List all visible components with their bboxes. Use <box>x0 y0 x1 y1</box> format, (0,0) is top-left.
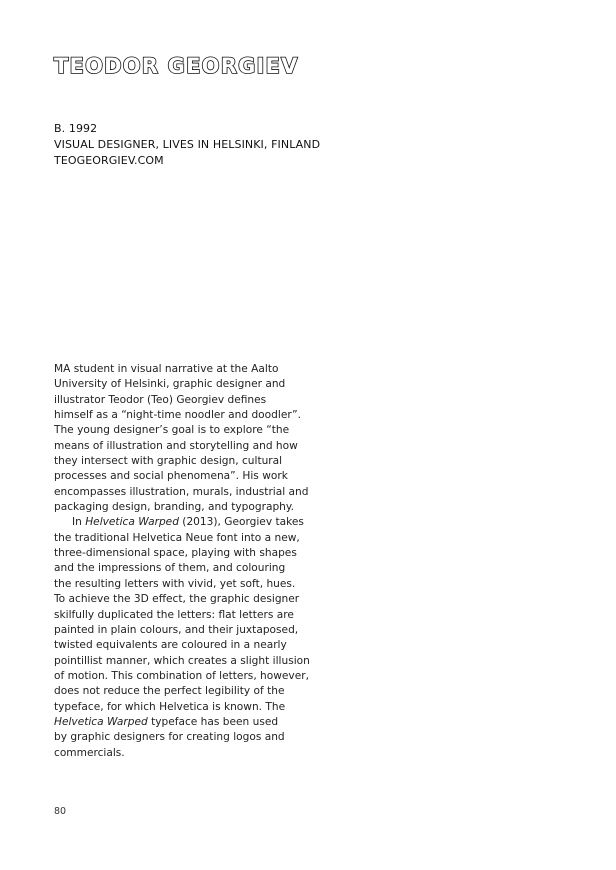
body-line: illustrator Teodor (Teo) Georgiev defines <box>54 393 267 406</box>
biography-text <box>54 362 316 761</box>
artist-meta <box>54 121 320 169</box>
artwork-title: Helvetica Warped <box>85 516 179 529</box>
occupation-location: VISUAL DESIGNER, LIVES IN HELSINKI, FINLAND <box>54 138 321 151</box>
text-segment: (2013), Georgiev takes <box>178 516 304 529</box>
body-line: means of illustration and storytelling and how <box>54 439 298 452</box>
body-line: MA student in visual narrative at the Aalto <box>54 363 279 375</box>
website-link[interactable]: TEOGEORGIEV.COM <box>54 154 164 167</box>
body-line: the resulting letters with vivid, yet soft, hues. <box>54 577 296 590</box>
paragraph-two-first-line <box>54 515 316 530</box>
body-line: himself as a “night-time noodler and doodler”. <box>54 409 301 422</box>
body-line: of motion. This combination of letters, however, <box>54 669 309 682</box>
italic-title-line <box>54 715 316 730</box>
body-line: packaging design, branding, and typography. <box>54 501 295 514</box>
artist-name-heading: TEODOR GEORGIEV <box>54 54 299 78</box>
body-line: does not reduce the perfect legibility of the <box>54 685 285 698</box>
body-line: three-dimensional space, playing with shapes <box>54 547 297 560</box>
page-number: 80 <box>54 806 67 817</box>
body-line: pointillist manner, which creates a slight illusion <box>54 654 310 667</box>
body-line: University of Helsinki, graphic designer and <box>54 378 286 391</box>
body-line: processes and social phenomena”. His work <box>54 470 288 483</box>
body-line: encompasses illustration, murals, industrial and <box>54 485 309 498</box>
body-line: commercials. <box>54 746 125 759</box>
body-line: skilfully duplicated the letters: flat letters are <box>54 608 294 621</box>
body-line: painted in plain colours, and their juxtaposed, <box>54 623 299 636</box>
body-line: twisted equivalents are coloured in a nearly <box>54 639 287 652</box>
text-segment: typeface has been used <box>147 715 279 728</box>
birth-year: B. 1992 <box>54 122 98 135</box>
body-line: by graphic designers for creating logos and <box>54 731 285 744</box>
body-line: To achieve the 3D effect, the graphic designer <box>54 593 300 606</box>
artwork-title: Helvetica Warped <box>54 715 148 728</box>
body-line: The young designer’s goal is to explore “the <box>54 424 290 437</box>
body-line: they intersect with graphic design, cultural <box>54 455 283 468</box>
text-segment: In <box>72 516 86 529</box>
body-line: typeface, for which Helvetica is known. The <box>54 700 286 713</box>
body-line: and the impressions of them, and colouring <box>54 562 286 575</box>
body-line: the traditional Helvetica Neue font into a new, <box>54 531 300 544</box>
